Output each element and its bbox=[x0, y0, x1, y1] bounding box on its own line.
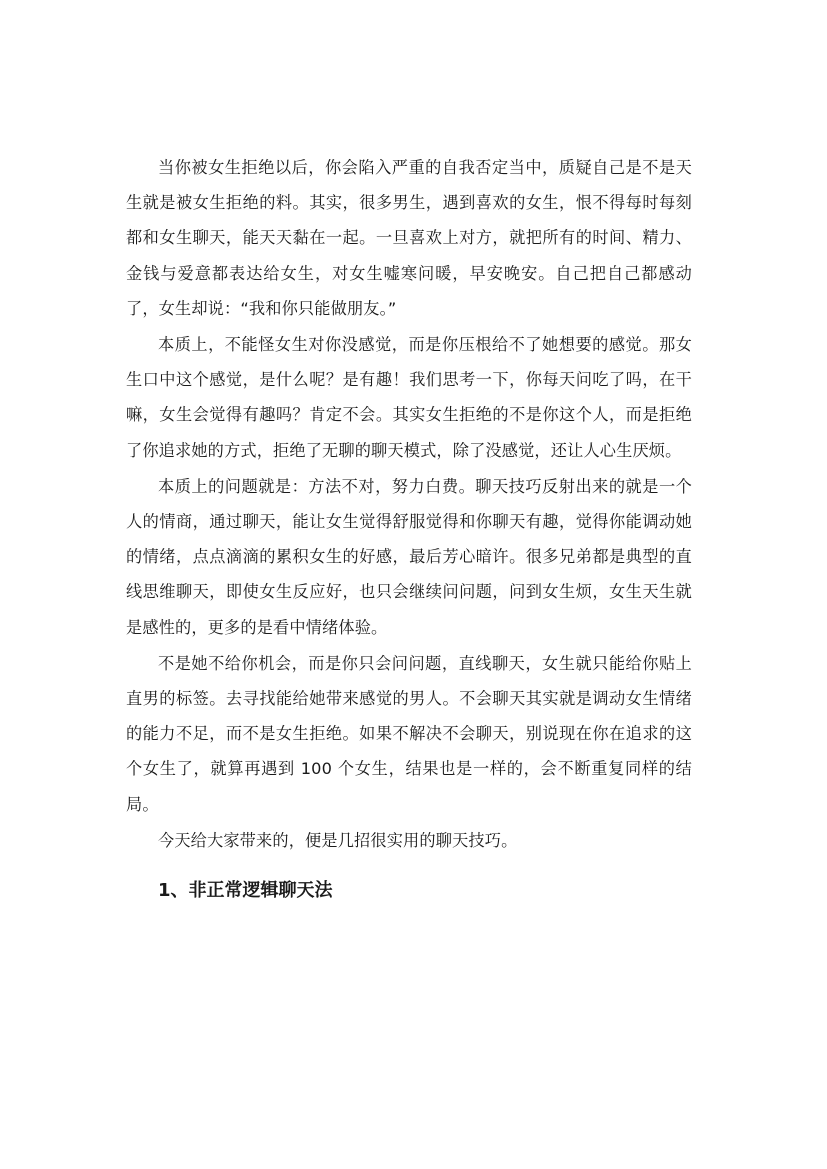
paragraph-5: 今天给大家带来的，便是几招很实用的聊天技巧。 bbox=[158, 830, 518, 850]
section-heading: 1、非正常逻辑聊天法 bbox=[158, 880, 333, 902]
paragraph-2: 本质上，不能怪女生对你没感觉，而是你压根给不了她想要的感觉。那女生口中这个感觉，是什么呢？是有趣！我们思考一下，你每天问吃了吗，在干嘛，女生会觉得有趣吗？肯定不会。其实女生拒绝的不是你这个人，而是拒绝了你追求她的方式，拒绝了无聊的聊天模式，除了没感觉，还让人心生厌烦。 bbox=[126, 335, 692, 460]
paragraph-3: 本质上的问题就是：方法不对，努力白费。聊天技巧反射出来的就是一个人的情商，通过聊天，能让女生觉得舒服觉得和你聊天有趣，觉得你能调动她的情绪，点点滴滴的累积女生的好感，最后芳心暗许。很多兄弟都是典型的直线思维聊天，即使女生反应好，也只会继续问问题，问到女生烦，女生天生就是感性的，更多的是看中情绪体验。 bbox=[126, 476, 692, 637]
paragraph-1: 当你被女生拒绝以后，你会陷入严重的自我否定当中，质疑自己是不是天生就是被女生拒绝的料。其实，很多男生，遇到喜欢的女生，恨不得每时每刻都和女生聊天，能天天黏在一起。一旦喜欢上对方，就把所有的时间、精力、金钱与爱意都表达给女生，对女生嘘寒问暖，早安晚安。自己把自己都感动了，女生却说：“我和你只能做朋友。” bbox=[126, 158, 692, 318]
document-body bbox=[126, 150, 692, 911]
paragraph-4: 不是她不给你机会，而是你只会问问题，直线聊天，女生就只能给你贴上直男的标签。去寻找能给她带来感觉的男人。不会聊天其实就是调动女生情绪的能力不足，而不是女生拒绝。如果不解决不会聊天，别说现在你在追求的这个女生了，就算再遇到 100 个女生，结果也是一样的，会不断重复同样的结局。 bbox=[126, 653, 692, 814]
